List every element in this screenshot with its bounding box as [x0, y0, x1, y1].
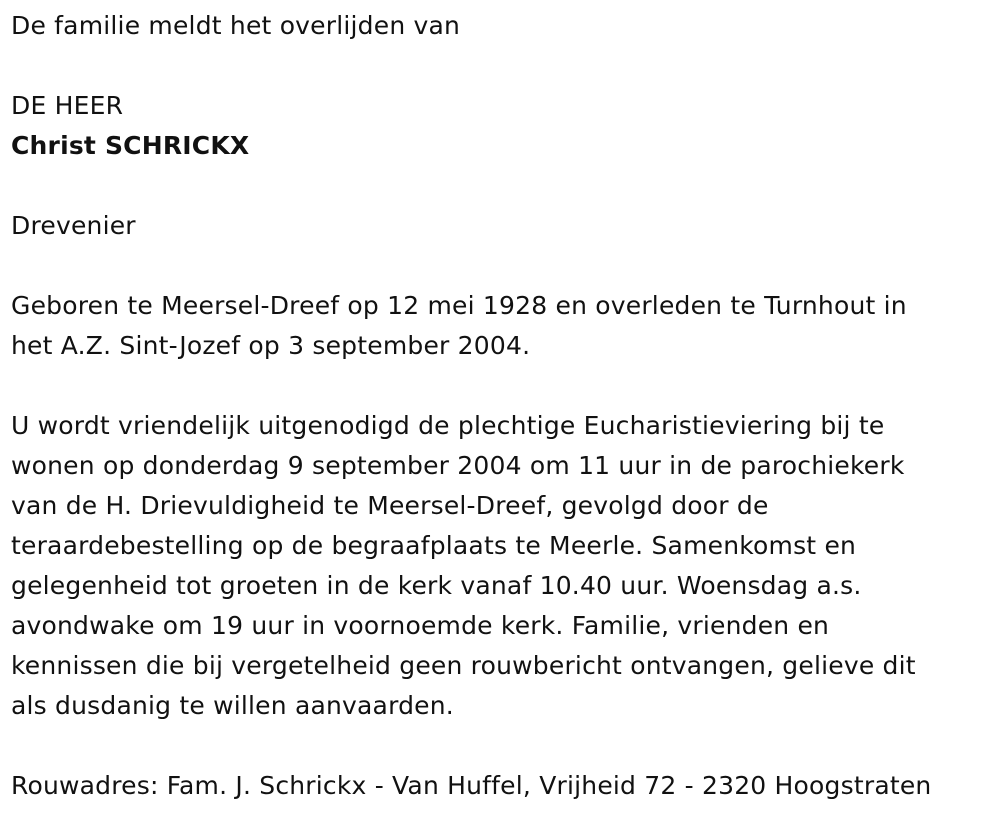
paragraph-line: kennissen die bij vergetelheid geen rouwbericht ontvangen, gelieve dit: [11, 651, 916, 680]
spacer: [11, 46, 986, 86]
paragraph-line: avondwake om 19 uur in voornoemde kerk. Familie, vrienden en: [11, 611, 830, 640]
birth-death-paragraph: [11, 286, 986, 366]
paragraph-line: teraardebestelling op de begraafplaats te Meerle. Samenkomst en: [11, 531, 857, 560]
intro-text: De familie meldt het overlijden van: [11, 11, 461, 40]
paragraph-line: gelegenheid tot groeten in de kerk vanaf 10.40 uur. Woensdag a.s.: [11, 571, 862, 600]
paragraph-line: Geboren te Meersel-Dreef op 12 mei 1928 en overleden te Turnhout in: [11, 291, 907, 320]
place-of-residence: Drevenier: [11, 211, 136, 240]
spacer: [11, 726, 986, 766]
ceremony-paragraph: [11, 406, 986, 726]
spacer: [11, 366, 986, 406]
paragraph-line: het A.Z. Sint-Jozef op 3 september 2004.: [11, 331, 531, 360]
spacer: [11, 246, 986, 286]
deceased-name: Christ SCHRICKX: [11, 131, 250, 160]
paragraph-line: van de H. Drievuldigheid te Meersel-Dreef, gevolgd door de: [11, 491, 769, 520]
mourning-address: Rouwadres: Fam. J. Schrickx - Van Huffel, Vrijheid 72 - 2320 Hoogstraten: [11, 771, 932, 800]
paragraph-line: wonen op donderdag 9 september 2004 om 11 uur in de parochiekerk: [11, 451, 905, 480]
spacer: [11, 166, 986, 206]
paragraph-line: U wordt vriendelijk uitgenodigd de plechtige Eucharistieviering bij te: [11, 411, 885, 440]
paragraph-line: als dusdanig te willen aanvaarden.: [11, 691, 454, 720]
death-notice: [11, 0, 986, 806]
honorific: DE HEER: [11, 91, 124, 120]
